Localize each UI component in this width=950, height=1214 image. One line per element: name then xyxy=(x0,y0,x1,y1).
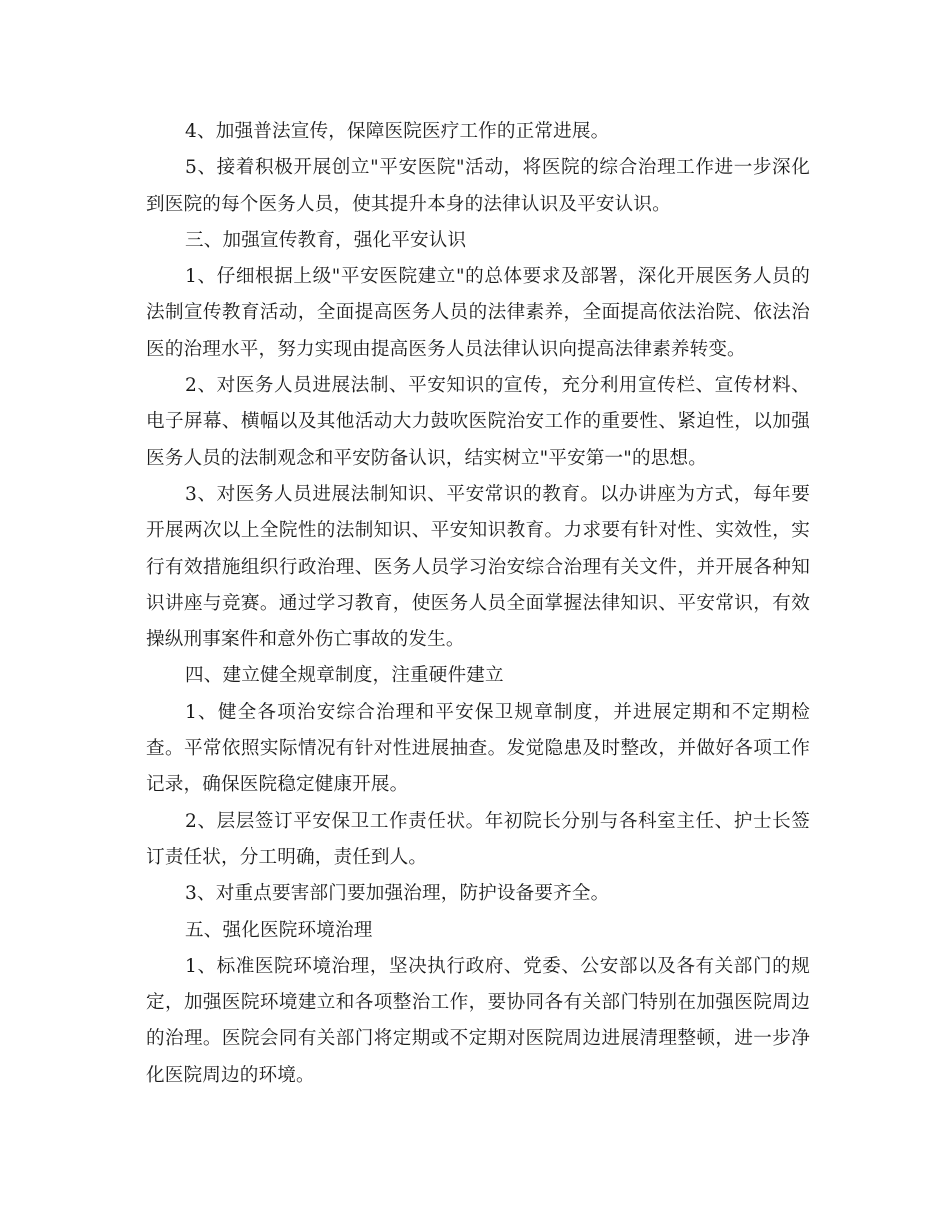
paragraph-3-3: 3、对医务人员进展法制知识、平安常识的教育。以办讲座为方式，每年要开展两次以上全院性的法制知识、平安知识教育。力求要有针对性、实效性，实行有效措施组织行政治理、医务人员学习治安综合治理有关文件，并开展各种知识讲座与竞赛。通过学习教育，使医务人员全面掌握法律知识、平安常识，有效操纵刑事案件和意外伤亡事故的发生。 xyxy=(146,483,810,651)
paragraph-3-2: 2、对医务人员进展法制、平安知识的宣传，充分利用宣传栏、宣传材料、电子屏幕、横幅以及其他活动大力鼓吹医院治安工作的重要性、紧迫性，以加强医务人员的法制观念和平安防备认识，结实树立"平安第一"的思想。 xyxy=(146,375,810,469)
paragraph-3-1: 1、仔细根据上级"平安医院建立"的总体要求及部署，深化开展医务人员的法制宣传教育活动，全面提高医务人员的法律素养，全面提高依法治院、依法治医的治理水平，努力实现由提高医务人员法律认识向提高法律素养转变。 xyxy=(146,266,810,360)
paragraph-1: 4、加强普法宣传，保障医院医疗工作的正常进展。 xyxy=(185,121,610,142)
document-body xyxy=(146,114,810,1094)
section-heading-3: 三、加强宣传教育，强化平安认识 xyxy=(185,229,467,251)
paragraph-4-3: 3、对重点要害部门要加强治理，防护设备要齐全。 xyxy=(185,883,610,905)
paragraph-4-2: 2、层层签订平安保卫工作责任状。年初院长分别与各科室主任、护士长签订责任状，分工明确，责任到人。 xyxy=(146,810,810,868)
paragraph-2: 5、接着积极开展创立"平安医院"活动，将医院的综合治理工作进一步深化到医院的每个医务人员，使其提升本身的法律认识及平安认识。 xyxy=(146,157,810,215)
section-heading-4: 四、建立健全规章制度，注重硬件建立 xyxy=(185,665,504,687)
section-heading-5: 五、强化医院环境治理 xyxy=(185,919,373,941)
paragraph-5-1: 1、标准医院环境治理，坚决执行政府、党委、公安部以及各有关部门的规定，加强医院环境建立和各项整治工作，要协同各有关部门特别在加强医院周边的治理。医院会同有关部门将定期或不定期对医院周边进展清理整顿，进一步净化医院周边的环境。 xyxy=(146,955,810,1086)
paragraph-4-1: 1、健全各项治安综合治理和平安保卫规章制度，并进展定期和不定期检查。平常依照实际情况有针对性进展抽查。发觉隐患及时整改，并做好各项工作记录，确保医院稳定健康开展。 xyxy=(146,701,810,796)
